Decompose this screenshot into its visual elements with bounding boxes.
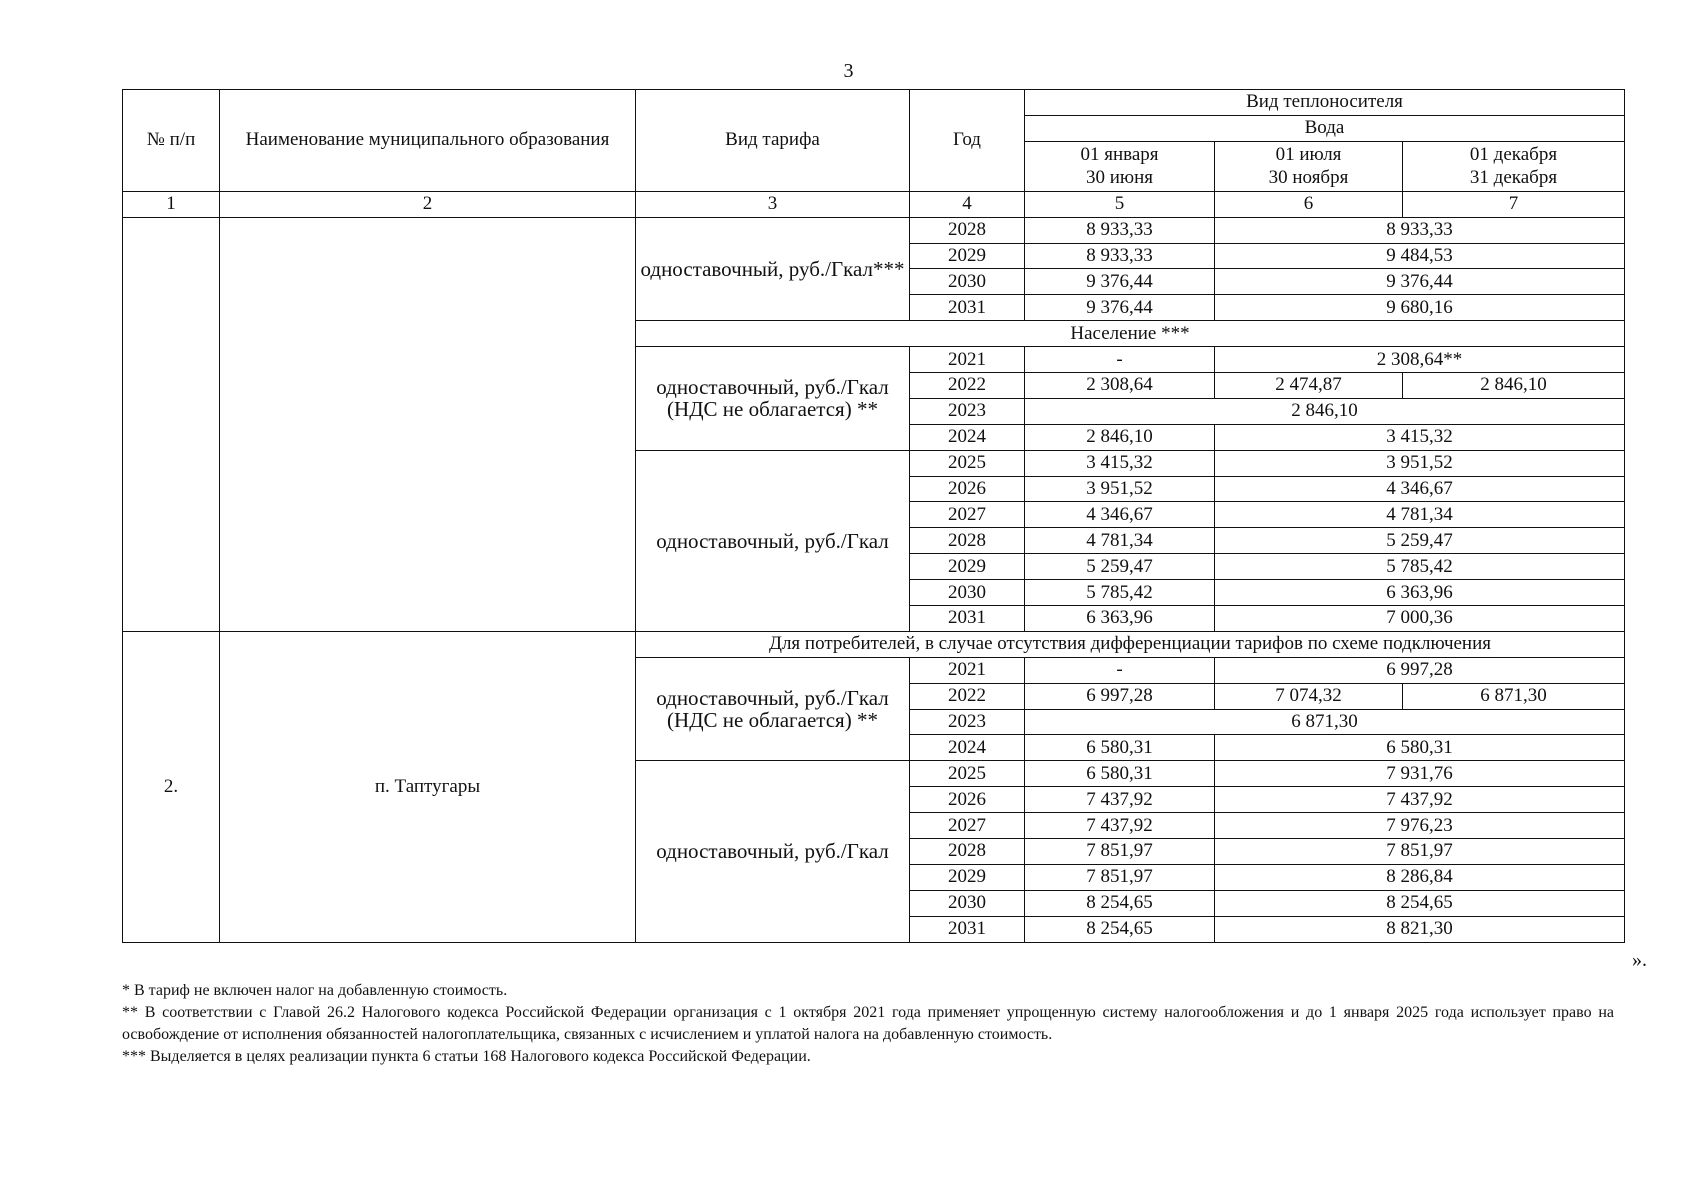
consumers-header: Для потребителей, в случае отсутствия дифференциации тарифов по схеме подключения [636, 631, 1625, 657]
value-cell: 6 580,31 [1025, 735, 1215, 761]
tariff-type-cell: одноставочный, руб./Гкал [636, 761, 910, 942]
footnotes [122, 980, 1614, 1068]
value-cell: 9 484,53 [1215, 243, 1625, 269]
value-cell: 7 931,76 [1215, 761, 1625, 787]
value-cell: 5 785,42 [1215, 554, 1625, 580]
year-cell: 2021 [910, 657, 1025, 683]
closing-quote: ». [1632, 949, 1647, 971]
value-cell: 8 821,30 [1215, 916, 1625, 942]
value-cell: 2 846,10 [1025, 424, 1215, 450]
header-number: № п/п [123, 90, 220, 192]
value-cell: 7 437,92 [1025, 787, 1215, 813]
period-1-end: 30 июня [1085, 167, 1154, 189]
year-cell: 2024 [910, 735, 1025, 761]
value-cell: 9 376,44 [1025, 295, 1215, 321]
index-cell: 7 [1403, 191, 1625, 217]
value-cell: 8 254,65 [1025, 916, 1215, 942]
value-cell: - [1025, 657, 1215, 683]
period-3-end: 31 декабря [1469, 167, 1558, 189]
index-cell: 5 [1025, 191, 1215, 217]
value-cell: 6 871,30 [1403, 683, 1625, 709]
value-cell: 7 074,32 [1215, 683, 1403, 709]
tariff-table [122, 89, 1625, 943]
index-cell: 1 [123, 191, 220, 217]
row-number-cell [123, 217, 220, 631]
year-cell: 2027 [910, 502, 1025, 528]
year-cell: 2028 [910, 839, 1025, 865]
year-cell: 2022 [910, 373, 1025, 399]
value-cell: 6 363,96 [1215, 580, 1625, 606]
year-cell: 2023 [910, 709, 1025, 735]
year-cell: 2030 [910, 890, 1025, 916]
period-1-start: 01 января [1080, 144, 1159, 166]
value-cell: 7 851,97 [1025, 839, 1215, 865]
year-cell: 2031 [910, 606, 1025, 632]
value-cell: 9 680,16 [1215, 295, 1625, 321]
value-cell: - [1025, 347, 1215, 373]
value-cell: 7 437,92 [1025, 813, 1215, 839]
year-cell: 2030 [910, 580, 1025, 606]
value-cell: 8 933,33 [1025, 217, 1215, 243]
value-cell: 6 363,96 [1025, 606, 1215, 632]
period-3-start: 01 декабря [1469, 144, 1558, 166]
year-cell: 2028 [910, 217, 1025, 243]
value-cell: 7 851,97 [1215, 839, 1625, 865]
tariff-type-cell: одноставочный, руб./Гкал [636, 450, 910, 631]
value-cell: 7 976,23 [1215, 813, 1625, 839]
footnote-3: *** Выделяется в целях реализации пункта 6 статьи 168 Налогового кодекса Российской Федерации. [122, 1048, 811, 1065]
year-cell: 2031 [910, 295, 1025, 321]
value-cell: 2 846,10 [1403, 373, 1625, 399]
year-cell: 2029 [910, 864, 1025, 890]
header-period-2 [1215, 141, 1403, 191]
value-cell: 9 376,44 [1215, 269, 1625, 295]
year-cell: 2023 [910, 398, 1025, 424]
year-cell: 2025 [910, 450, 1025, 476]
value-cell: 5 785,42 [1025, 580, 1215, 606]
footnote-2: ** В соответствии с Главой 26.2 Налогового кодекса Российской Федерации организация с 1 октября 2021 года применяет упрощенную систему налогообложения и до 1 января 2025 года использует право на освобождение от исполнения обязанностей налогоплательщика, связанных с исчислением и уплатой налога на добавленную стоимость. [122, 1004, 1614, 1043]
header-period-1 [1025, 141, 1215, 191]
section-header-row [123, 631, 1625, 657]
year-cell: 2031 [910, 916, 1025, 942]
year-cell: 2030 [910, 269, 1025, 295]
index-cell: 2 [220, 191, 636, 217]
value-cell: 8 254,65 [1215, 890, 1625, 916]
value-cell: 2 474,87 [1215, 373, 1403, 399]
year-cell: 2021 [910, 347, 1025, 373]
value-cell: 3 951,52 [1215, 450, 1625, 476]
table-row [123, 217, 1625, 243]
index-cell: 4 [910, 191, 1025, 217]
value-cell: 6 580,31 [1215, 735, 1625, 761]
value-cell: 8 933,33 [1215, 217, 1625, 243]
municipality-cell: п. Таптугары [220, 631, 636, 942]
value-cell: 4 346,67 [1025, 502, 1215, 528]
year-cell: 2029 [910, 243, 1025, 269]
footnote-1: * В тариф не включен налог на добавленную стоимость. [122, 982, 508, 999]
value-cell: 9 376,44 [1025, 269, 1215, 295]
value-cell: 5 259,47 [1025, 554, 1215, 580]
header-municipality: Наименование муниципального образования [220, 90, 636, 192]
value-cell: 3 415,32 [1215, 424, 1625, 450]
index-cell: 6 [1215, 191, 1403, 217]
row-number-cell: 2. [123, 631, 220, 942]
year-cell: 2026 [910, 476, 1025, 502]
year-cell: 2028 [910, 528, 1025, 554]
period-2-start: 01 июля [1275, 144, 1342, 166]
header-coolant-type: Вид теплоносителя [1025, 90, 1625, 116]
year-cell: 2025 [910, 761, 1025, 787]
header-tariff-type: Вид тарифа [636, 90, 910, 192]
value-cell: 7 851,97 [1025, 864, 1215, 890]
value-cell: 7 000,36 [1215, 606, 1625, 632]
value-cell: 8 286,84 [1215, 864, 1625, 890]
tariff-type-cell: одноставочный, руб./Гкал (НДС не облагается) ** [636, 657, 910, 761]
value-cell: 2 846,10 [1025, 398, 1625, 424]
year-cell: 2024 [910, 424, 1025, 450]
value-cell: 4 781,34 [1025, 528, 1215, 554]
year-cell: 2029 [910, 554, 1025, 580]
value-cell: 5 259,47 [1215, 528, 1625, 554]
tariff-type-cell: одноставочный, руб./Гкал (НДС не облагается) ** [636, 347, 910, 451]
value-cell: 2 308,64** [1215, 347, 1625, 373]
index-cell: 3 [636, 191, 910, 217]
value-cell: 2 308,64 [1025, 373, 1215, 399]
value-cell: 8 933,33 [1025, 243, 1215, 269]
value-cell: 4 346,67 [1215, 476, 1625, 502]
value-cell: 4 781,34 [1215, 502, 1625, 528]
header-row [123, 90, 1625, 116]
value-cell: 7 437,92 [1215, 787, 1625, 813]
header-water: Вода [1025, 115, 1625, 141]
value-cell: 3 415,32 [1025, 450, 1215, 476]
year-cell: 2026 [910, 787, 1025, 813]
value-cell: 6 580,31 [1025, 761, 1215, 787]
population-header: Население *** [636, 321, 1625, 347]
municipality-cell [220, 217, 636, 631]
value-cell: 8 254,65 [1025, 890, 1215, 916]
header-period-3 [1403, 141, 1625, 191]
index-row [123, 191, 1625, 217]
header-year: Год [910, 90, 1025, 192]
tariff-type-cell: одноставочный, руб./Гкал*** [636, 217, 910, 321]
period-2-end: 30 ноября [1268, 167, 1349, 189]
value-cell: 6 997,28 [1215, 657, 1625, 683]
value-cell: 6 871,30 [1025, 709, 1625, 735]
value-cell: 6 997,28 [1025, 683, 1215, 709]
year-cell: 2027 [910, 813, 1025, 839]
year-cell: 2022 [910, 683, 1025, 709]
page-number: 3 [843, 60, 854, 82]
value-cell: 3 951,52 [1025, 476, 1215, 502]
